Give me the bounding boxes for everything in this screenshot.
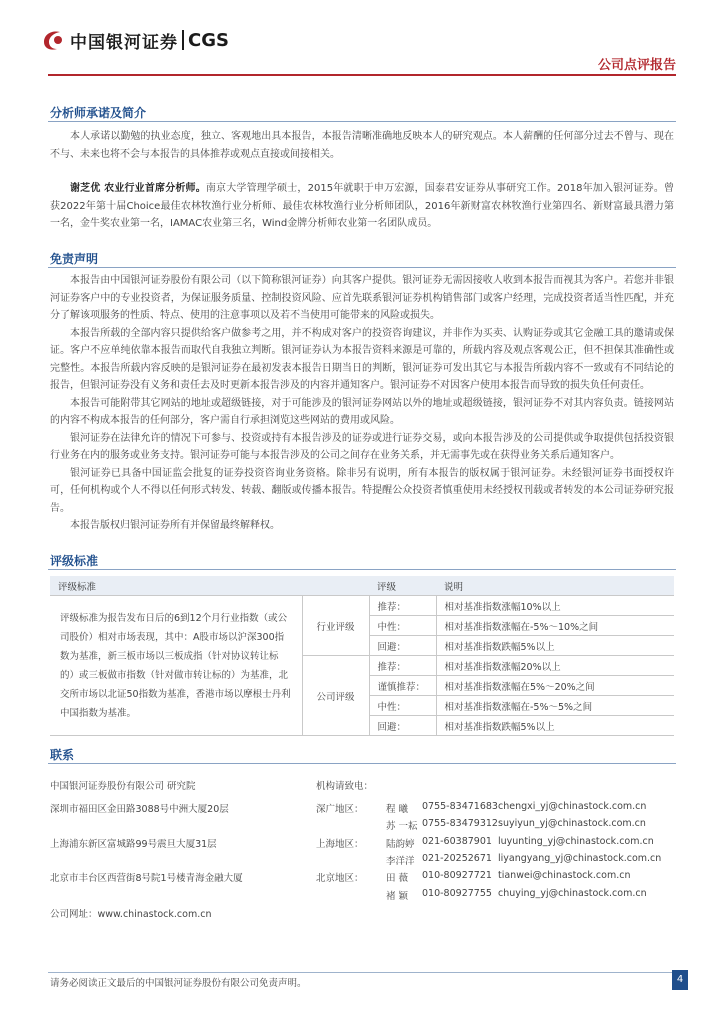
- rating-level: 推荐：: [369, 656, 436, 676]
- contact-person-email[interactable]: chengxi_yj@chinastock.com.cn: [498, 801, 647, 812]
- disclaimer-paragraph: 本报告由中国银河证券股份有限公司（以下简称银河证券）向其客户提供。银河证券无需因接收人收到本报告而视其为客户。若您并非银河证券客户中的专业投资者，为保证服务质量、控制投资风险、应首先联系银河证券机构销售部门或客户经理，完成投资者适当性匹配，并充分了解该项服务的性质、特点、使用的注意事项以及若不当使用可能带来的风险或损失。: [50, 275, 674, 321]
- table-row: [50, 596, 674, 616]
- rating-standard-text: 评级标准为报告发布日后的6到12个月行业指数（或公司股价）相对市场表现，其中：A股市场以沪深300指数为基准，新三板市场以三板成指（针对协议转让标的）或三板做市指数（针对做市转让标的）为基准，北交所市场以北证50指数为基准，香港市场以摩根士丹利中国指数为基准。: [50, 596, 302, 736]
- rating-desc: 相对基准指数涨幅在-5%～10%之间: [436, 616, 674, 636]
- page-number: 4: [672, 970, 688, 990]
- rating-section-rule: [48, 569, 676, 570]
- rating-level: 推荐：: [369, 596, 436, 616]
- rating-level: 回避：: [369, 716, 436, 736]
- rating-desc: 相对基准指数涨幅在-5%～5%之间: [436, 696, 674, 716]
- company-rating-label: 公司评级: [302, 656, 369, 736]
- rating-desc: 相对基准指数涨幅20%以上: [436, 656, 674, 676]
- disclaimer-paragraph: 本报告版权归银河证券所有并保留最终解释权。: [70, 520, 280, 531]
- disclaimer-paragraph: 银河证券在法律允许的情况下可参与、投资或持有本报告涉及的证券或进行证券交易，或向本报告涉及的公司提供或争取提供包括投资银行业务在内的服务或业务支持。银河证券可能与本报告涉及的公司之间存在业务关系，并无需事先或在获得业务关系后通知客户。: [50, 432, 674, 461]
- rating-desc: 相对基准指数跌幅5%以上: [436, 636, 674, 656]
- company-website[interactable]: 公司网址：www.chinastock.com.cn: [50, 909, 212, 920]
- disclaimer-paragraph: 本报告可能附带其它网站的地址或超级链接，对于可能涉及的银河证券网站以外的地址或超级链接，银河证券不对其内容负责。链接网站的内容不构成本报告的任何部分，客户需自行承担浏览这些网站的费用或风险。: [50, 397, 674, 426]
- logo-chinese-name: 中国银河证券: [70, 32, 178, 53]
- contact-person-name: 李洋洋: [386, 856, 415, 867]
- logo-english-name: CGS: [188, 29, 229, 51]
- rating-section-title: 评级标准: [50, 554, 99, 568]
- contact-section-rule: [48, 763, 676, 764]
- rating-table: [50, 576, 674, 736]
- contact-region: 北京地区：: [316, 873, 364, 884]
- contact-person-name: 田 薇: [386, 873, 409, 884]
- contact-person-name: 程 曦: [386, 804, 409, 815]
- contact-address: 上海浦东新区富城路99号震旦大厦31层: [50, 839, 217, 850]
- disclaimer-paragraph: 银河证券已具备中国证监会批复的证券投资咨询业务资格。除非另有说明，所有本报告的版权属于银河证券。未经银河证券书面授权许可，任何机构或个人不得以任何形式转发、转载、翻版或传播本报告。特提醒公众投资者慎重使用未经授权刊载或者转发的本公司证券研究报告。: [50, 467, 674, 514]
- contact-person-email[interactable]: chuying_yj@chinastock.com.cn: [498, 888, 647, 899]
- analyst-commitment: [50, 128, 674, 163]
- rating-level: 中性：: [369, 616, 436, 636]
- rating-header-category: [302, 576, 369, 596]
- contact-person-name: 苏 一耘: [386, 821, 418, 832]
- contact-address: 深圳市福田区金田路3088号中洲大厦20层: [50, 804, 229, 815]
- analyst-commitment-text: 本人承诺以勤勉的执业态度，独立、客观地出具本报告，本报告清晰准确地反映本人的研究观点。本人薪酬的任何部分过去不曾与、现在不与、未来也将不会与本报告的具体推荐或观点直接或间接相关。: [50, 131, 674, 160]
- company-logo: [40, 28, 229, 52]
- analyst-bio: [50, 180, 674, 233]
- rating-desc: 相对基准指数跌幅5%以上: [436, 716, 674, 736]
- footer-rule: [48, 972, 676, 973]
- contact-person-email[interactable]: liyangyang_yj@chinastock.com.cn: [498, 853, 662, 864]
- contact-person-phone: 0755-83471683: [422, 801, 498, 812]
- contact-company: 中国银河证券股份有限公司 研究院: [50, 781, 196, 792]
- rating-header-standard: 评级标准: [50, 576, 302, 596]
- disclaimer-section-title: 免责声明: [50, 252, 99, 266]
- analyst-bio-text: 南京大学管理学硕士，2015年就职于申万宏源，国泰君安证券从事研究工作。2018年加入银河证券。曾获2022年第十届Choice最佳农林牧渔行业分析师、最佳农林牧渔行业分析师团队，2016年新财富农林牧渔行业第四名、新财富最具潜力第一名，金牛奖农业第一名，IAMAC农业第三名，Wind金牌分析师农业第一名团队成员。: [50, 183, 674, 229]
- contact-person-phone: 0755-83479312: [422, 818, 498, 829]
- contact-person-name: 陆韵婷: [386, 839, 415, 850]
- contact-person-email[interactable]: luyunting_yj@chinastock.com.cn: [498, 836, 654, 847]
- contact-address: 北京市丰台区西营街8号院1号楼青海金融大厦: [50, 873, 243, 884]
- header-rule: [48, 74, 676, 76]
- rating-level: 回避：: [369, 636, 436, 656]
- contact-person-email[interactable]: suyiyun_yj@chinastock.com.cn: [498, 818, 646, 829]
- contact-region: 上海地区：: [316, 839, 364, 850]
- galaxy-logo-icon: [40, 28, 66, 52]
- contact-person-email[interactable]: tianwei@chinastock.com.cn: [498, 870, 631, 881]
- rating-level: 谨慎推荐：: [369, 676, 436, 696]
- rating-desc: 相对基准指数涨幅在5%～20%之间: [436, 676, 674, 696]
- contact-person-phone: 010-80927721: [422, 870, 492, 881]
- contact-person-phone: 021-60387901: [422, 836, 492, 847]
- disclaimer-section-rule: [48, 267, 676, 268]
- footer-disclaimer-note: 请务必阅读正文最后的中国银河证券股份有限公司免责声明。: [50, 978, 307, 989]
- rating-header-desc: 说明: [436, 576, 674, 596]
- analyst-section-rule: [48, 121, 676, 122]
- contact-person-phone: 021-20252671: [422, 853, 492, 864]
- contact-section-title: 联系: [50, 748, 75, 762]
- contact-region: 深广地区：: [316, 804, 364, 815]
- logo-divider: [182, 30, 184, 50]
- rating-desc: 相对基准指数涨幅10%以上: [436, 596, 674, 616]
- industry-rating-label: 行业评级: [302, 596, 369, 656]
- disclaimer-paragraph: 本报告所载的全部内容只提供给客户做参考之用，并不构成对客户的投资咨询建议，并非作为买卖、认购证券或其它金融工具的邀请或保证。客户不应单纯依靠本报告而取代自我独立判断。银河证券认为本报告资料来源是可靠的，所载内容及观点客观公正，但不担保其准确性或完整性。本报告所载内容反映的是银河证券在最初发表本报告日期当日的判断，银河证券可发出其它与本报告所载内容不一致或有不同结论的报告，但银河证券没有义务和责任去及时更新本报告涉及的内容并通知客户。银河证券不对因客户使用本报告而导致的损失负任何责任。: [50, 327, 674, 391]
- disclaimer-body: [50, 272, 674, 535]
- document-type: 公司点评报告: [597, 58, 676, 73]
- contact-inst-label: 机构请致电：: [316, 781, 374, 792]
- analyst-name-title: 谢芝优 农业行业首席分析师。: [70, 183, 206, 194]
- rating-table-header: [50, 576, 674, 596]
- rating-header-level: 评级: [369, 576, 436, 596]
- contact-person-name: 褚 颖: [386, 891, 409, 902]
- rating-level: 中性：: [369, 696, 436, 716]
- analyst-section-title: 分析师承诺及简介: [50, 106, 147, 120]
- contact-person-phone: 010-80927755: [422, 888, 492, 899]
